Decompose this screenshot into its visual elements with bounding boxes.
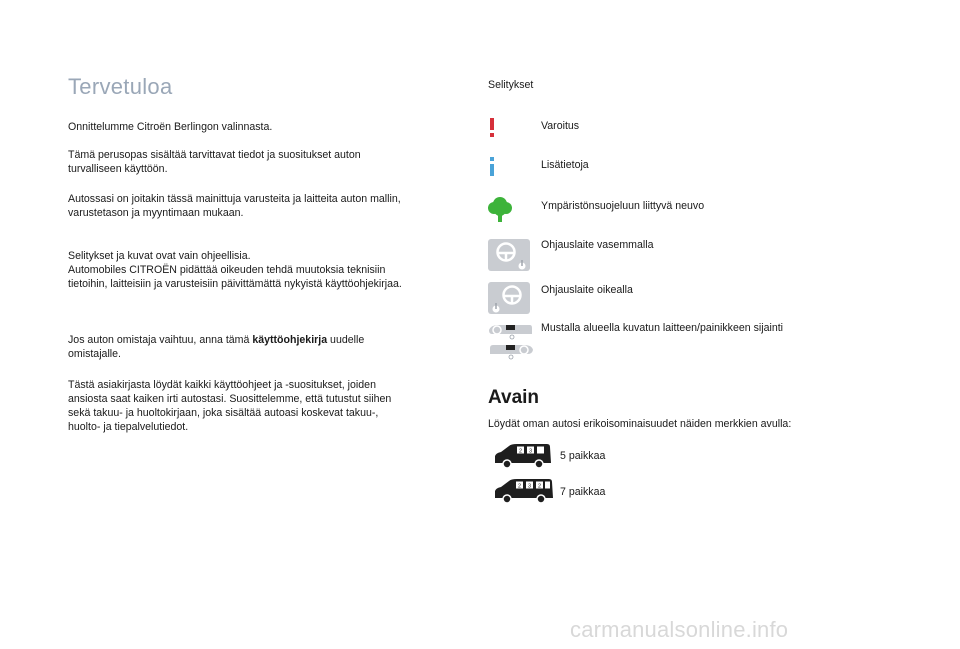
legend-label-info: Lisätietoja [541,159,589,171]
svg-text:2: 2 [537,483,542,490]
legend-heading: Selitykset [488,79,534,91]
key-heading: Avain [488,387,540,408]
document-paragraph: Tästä asiakirjasta löydät kaikki käyttöohjeet ja -suositukset, joiden ansiosta saat kaiken irti autostasi. Suosittelemme, että tutustut siihen sekä takuu- ja huoltokirjaan, joka sisältää autoasi koskevat takuu-, huolto- ja tiepalvelutiedot. [68,379,392,433]
seven-seat-car-icon [493,478,555,504]
ownership-text-bold: käyttöohjekirja [252,334,328,346]
warning-icon [486,118,498,138]
equipment-paragraph: Autossasi on joitakin tässä mainittuja varusteita ja laitteita auton mallin, varustetason ja myyntimaan mukaan. [68,193,401,219]
legend-label-rhd: Ohjauslaite oikealla [541,284,633,296]
ownership-text-end: uudelle omistajalle. [68,334,365,360]
five-seat-car-icon [493,443,553,469]
intro-paragraph: Onnittelumme Citroën Berlingon valinnasta. [68,121,273,133]
svg-text:3: 3 [527,483,532,490]
key-intro: Löydät oman autosi erikoisominaisuudet näiden merkkien avulla: [488,418,792,430]
svg-text:3: 3 [528,448,533,455]
ownership-text-start: Jos auton omistaja vaihtuu, anna tämä [68,334,253,346]
tree-icon [486,195,514,223]
car-label-five-seats: 5 paikkaa [560,450,606,462]
control-location-icon [488,322,534,362]
legend-label-location: Mustalla alueella kuvatun laitteen/painikkeen sijainti [541,322,784,334]
page-title: Tervetuloa [68,74,173,99]
svg-text:2: 2 [517,483,522,490]
info-icon [486,157,498,177]
disclaimer-paragraph: Selitykset ja kuvat ovat vain ohjeellisia. Automobiles CITROËN pidättää oikeuden tehdä muutoksia teknisiin tietoihin, laitteisiin ja varusteisiin päivittämättä nykyistä käyttöohjekirjaa. [68,250,402,290]
ownership-paragraph [68,333,468,361]
car-label-seven-seats: 7 paikkaa [560,486,606,498]
legend-label-warning: Varoitus [541,120,580,132]
purpose-paragraph: Tämä perusopas sisältää tarvittavat tiedot ja suositukset auton turvalliseen käyttöön. [68,149,361,175]
left-hand-drive-icon [488,239,530,271]
watermark-text: carmanualsonline.info [570,617,789,642]
legend-label-lhd: Ohjauslaite vasemmalla [541,239,654,251]
legend-label-eco: Ympäristönsuojeluun liittyvä neuvo [541,200,705,212]
right-hand-drive-icon [488,282,530,314]
svg-text:2: 2 [518,448,523,455]
